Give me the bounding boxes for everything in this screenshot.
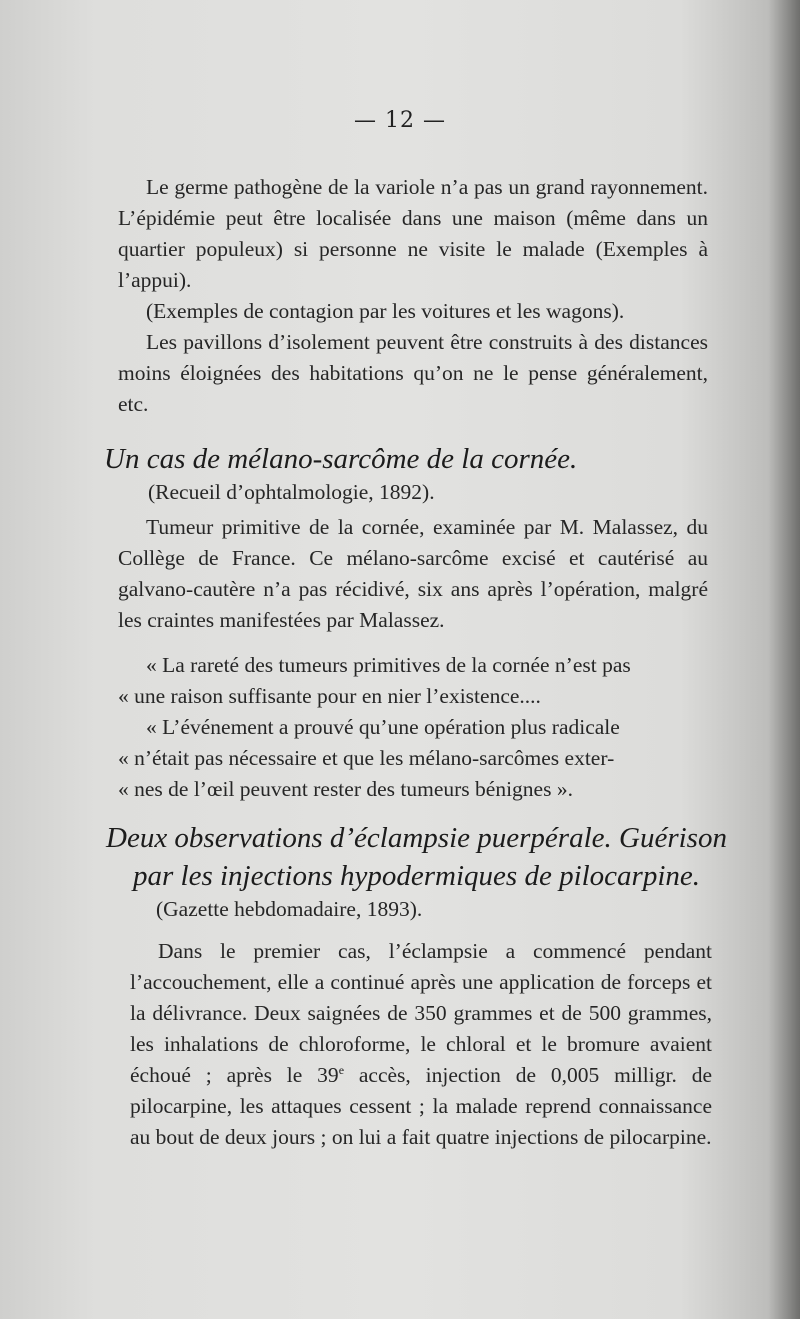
quote-line: « nes de l’œil peuvent rester des tumeurs bénignes ». <box>118 777 573 801</box>
quote-block <box>118 650 708 805</box>
paragraph: Les pavillons d’isolement peuvent être construits à des distances moins éloignées des habitations qu’on ne le pense généralement, etc. <box>118 330 708 416</box>
source-citation: (Gazette hebdomadaire, 1893). <box>156 897 423 921</box>
paragraph: (Exemples de contagion par les voitures et les wagons). <box>146 299 625 323</box>
paragraph-text: accès, injection de 0,005 milligr. de pilocarpine, les attaques cessent ; la malade reprend connaissance au bout de deux jours ; on lui a fait quatre injections de pilocarpine. <box>130 1063 712 1149</box>
source-citation: (Recueil d’ophtalmologie, 1892). <box>148 480 435 504</box>
section-title-line1: Deux observations d’éclampsie puerpérale. Guérison <box>106 822 727 854</box>
quote-line: « une raison suffisante pour en nier l’existence.... <box>118 684 541 708</box>
paragraph: Le germe pathogène de la variole n’a pas un grand rayonnement. L’épidémie peut être localisée dans une maison (même dans un quartier populeux) si personne ne visite le malade (Exemples à l’appui). <box>118 175 708 292</box>
paragraph <box>130 936 712 1153</box>
section-title-line2: par les injections hypodermiques de pilocarpine. <box>133 860 701 892</box>
page-number: — 12 — <box>354 108 446 133</box>
superscript: e <box>338 1062 345 1077</box>
paragraph: Tumeur primitive de la cornée, examinée par M. Malassez, du Collège de France. Ce mélano-sarcôme excisé et cautérisé au galvano-cautère n’a pas récidivé, six ans après l’opération, malgré les craintes manifestées par Malassez. <box>118 515 708 632</box>
intro-text <box>118 172 708 420</box>
quote-line: « n’était pas nécessaire et que les mélano-sarcômes exter- <box>118 746 615 770</box>
section-title: Un cas de mélano-sarcôme de la cornée. <box>104 443 578 475</box>
paragraph-text: Dans le premier cas, l’éclampsie a commencé pendant l’accouchement, elle a continué après une application de forceps et la délivrance. Deux saignées de 350 grammes et de 500 grammes, les inhalations de chloroforme, le chloral et le bromure avaient échoué ; après le 39 <box>130 939 712 1087</box>
quote-line: « L’événement a prouvé qu’une opération plus radicale <box>146 715 620 739</box>
section-text <box>130 936 712 1153</box>
quote-line: « La rareté des tumeurs primitives de la cornée n’est pas <box>146 653 631 677</box>
section-text <box>118 512 708 636</box>
